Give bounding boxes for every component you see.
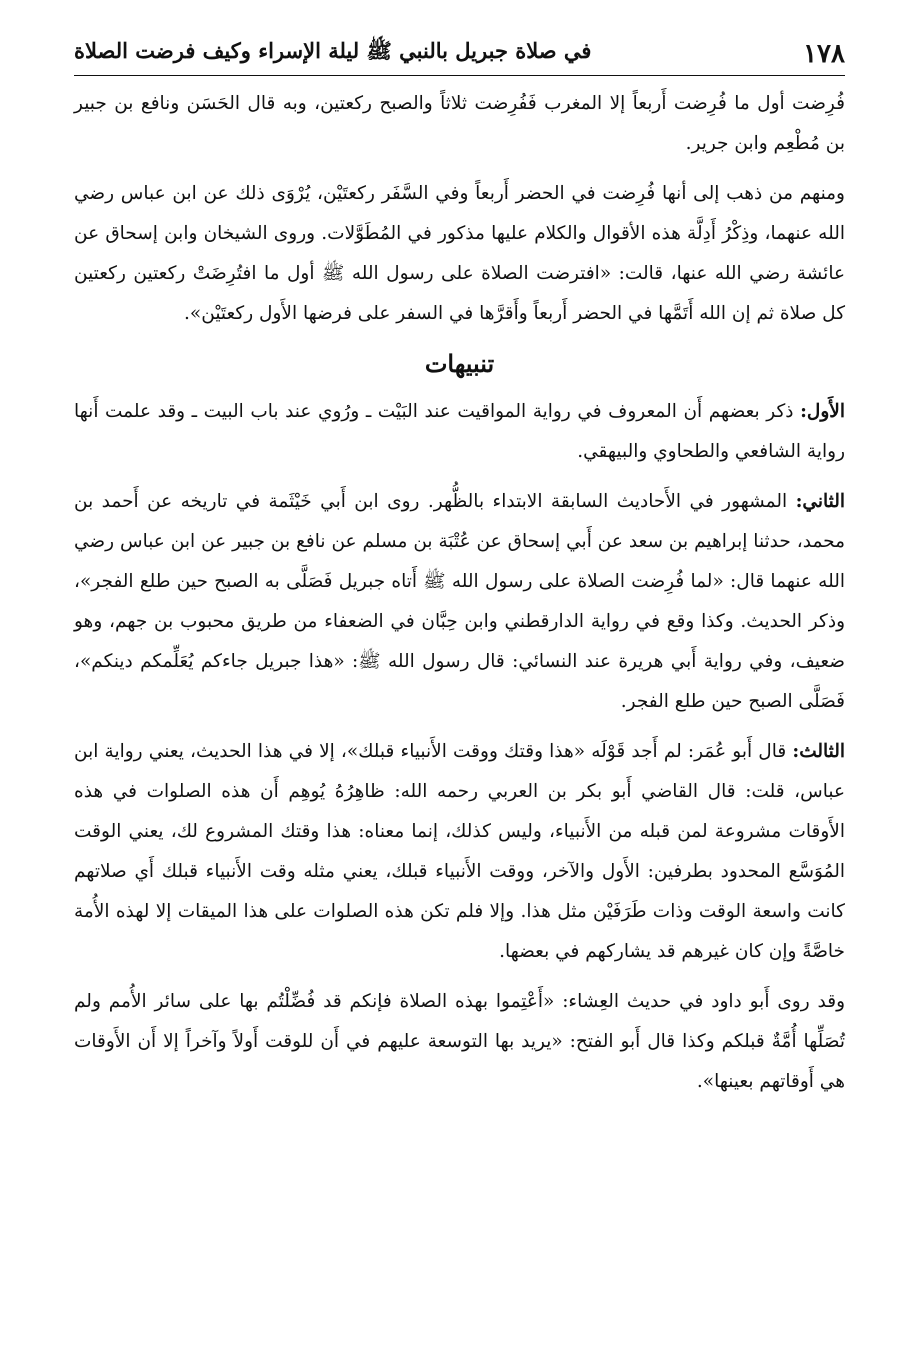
note-first-lead: الأَول: xyxy=(800,401,845,422)
section-heading: تنبيهات xyxy=(424,349,495,378)
note-third-text: قال أَبو عُمَر: لم أَجد قَوْلَه «هذا وقتك ووقت الأَنبياء قبلك»، إلا في هذا الحديث، يعني رواية ابن عباس، قلت: قال القاضي أَبو بكر بن العربي رحمه الله: ظاهِرُهُ يُوهِم أَن هذه الصلوات في هذه الأَوقات مشروعة لمن قبله من الأَنبياء، وليس كذلك، إنما معناه: هذا وقتك المشروع لك، يعني الوقت المُوَسَّع المحدود بطرفين: الأَول والآخر، ووقت الأَنبياء قبلك، يعني مثله وقت الأَنبياء قبلك أَي صلاتهم كانت واسعة الوقت وذات طَرَفَيْن مثل هذا. وإلا فلم تكن هذه الصلوات على هذا الميقات إلا لهذه الأُمة خاصَّةً وإن كان غيرهم قد يشاركهم في بعضها. xyxy=(74,741,845,962)
page-number: ١٧٨ xyxy=(803,39,845,69)
note-first-text: ذكر بعضهم أَن المعروف في رواية المواقيت عند البَيْت ـ ورُوي عند باب البيت ـ وقد علمت أَنها رواية الشافعي والطحاوي والبيهقي. xyxy=(74,401,845,462)
page-header xyxy=(74,38,845,76)
note-second xyxy=(74,482,845,722)
note-second-text: المشهور في الأَحاديث السابقة الابتداء بالظُّهر. روى ابن أَبي خَيْثَمة في تاريخه عن أَحمد بن محمد، حدثنا إبراهيم بن سعد عن أَبي إسحاق عن عُتْبَة بن مسلم عن نافع بن جبير عن ابن عباس رضي الله عنهما قال: «لما فُرِضت الصلاة على رسول الله ﷺ أَتاه جبريل فَصَلَّى به الصبح حين طلع الفجر»، وذكر الحديث. وكذا وقع في رواية الدارقطني وابن حِبَّان في الضعفاء من طريق محبوب بن جهم، وهو ضعيف، وفي رواية أَبي هريرة عند النسائي: قال رسول الله ﷺ: «هذا جبريل جاءكم يُعَلِّمكم دينكم»، فَصَلَّى الصبح حين طلع الفجر. xyxy=(74,491,845,712)
paragraph-last: وقد روى أَبو داود في حديث العِشاء: «أَعْتِموا بهذه الصلاة فإنكم قد فُضِّلْتُم بها على سائر الأُمم ولم تُصَلِّها أُمَّةٌ قبلكم وكذا قال أَبو الفتح: «يريد بها التوسعة عليهم في أَن للوقت أَولاً وآخراً إلا أَن الأَوقات هي أَوقاتهم بعينها». xyxy=(74,991,845,1092)
note-third xyxy=(74,732,845,972)
note-third-lead: الثالث: xyxy=(792,741,845,762)
paragraph-1: فُرِضت أول ما فُرِضت أَربعاً إلا المغرب فَفُرِضت ثلاثاً والصبح ركعتين، وبه قال الحَسَن ونافع بن جبير بن مُطْعِم وابن جرير. xyxy=(74,93,845,154)
note-second-lead: الثاني: xyxy=(795,491,845,512)
paragraph-2: ومنهم من ذهب إلى أنها فُرِضت في الحضر أَربعاً وفي السَّفَر ركعتَيْن، يُرْوَى ذلك عن ابن عباس رضي الله عنهما، وذِكْرُ أَدِلَّة هذه الأقوال والكلام عليها مذكور في المُطَوَّلات. وروى الشيخان وابن إسحاق عن عائشة رضي الله عنها، قالت: «افترضت الصلاة على رسول الله ﷺ أول ما افتُرِضَتْ ركعتين ركعتين كل صلاة ثم إن الله أَتَمَّها في الحضر أَربعاً وأَقرَّها في السفر على فرضها الأَول ركعتَيْن». xyxy=(74,183,845,324)
note-first xyxy=(74,392,845,472)
running-title: في صلاة جبريل بالنبي ﷺ ليلة الإسراء وكيف فرضت الصلاة xyxy=(74,38,592,63)
